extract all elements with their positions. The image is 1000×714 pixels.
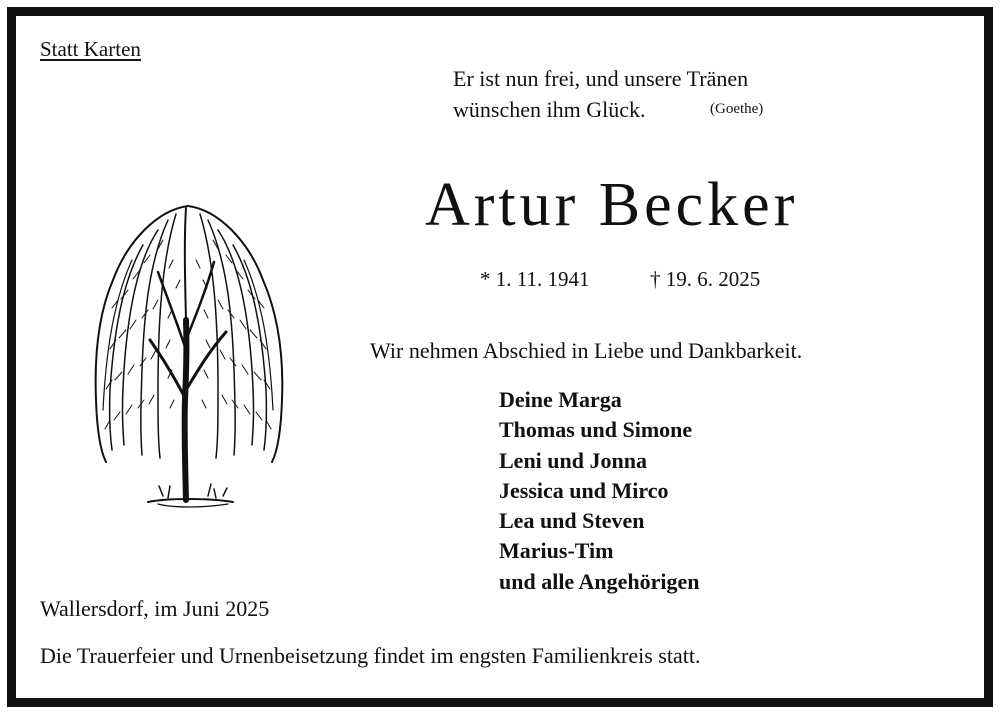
weeping-willow-icon (88, 200, 288, 520)
deceased-name: Artur Becker (425, 171, 799, 239)
death-date: † 19. 6. 2025 (650, 267, 761, 291)
ceremony-note: Die Trauerfeier und Urnenbeisetzung findet im engsten Familienkreis statt. (40, 643, 701, 668)
quote-line-1: Er ist nun frei, und unsere Tränen (453, 66, 749, 91)
mourner-item: und alle Angehörigen (499, 568, 700, 594)
mourner-item: Lea und Steven (499, 508, 645, 534)
birth-date: * 1. 11. 1941 (480, 267, 590, 291)
quote-line-2: wünschen ihm Glück. (453, 97, 646, 122)
mourners-list (499, 385, 699, 597)
mourner-item: Jessica und Mirco (499, 477, 669, 503)
mourner-item: Leni und Jonna (499, 447, 647, 473)
mourner-item: Deine Marga (499, 387, 622, 412)
mourner-item: Marius-Tim (499, 538, 614, 564)
farewell-text: Wir nehmen Abschied in Liebe und Dankbarkeit. (370, 338, 803, 363)
header-note: Statt Karten (40, 37, 141, 61)
quote-source: (Goethe) (710, 101, 764, 117)
place-date: Wallersdorf, im Juni 2025 (40, 596, 270, 621)
mourner-item: Thomas und Simone (499, 417, 693, 443)
